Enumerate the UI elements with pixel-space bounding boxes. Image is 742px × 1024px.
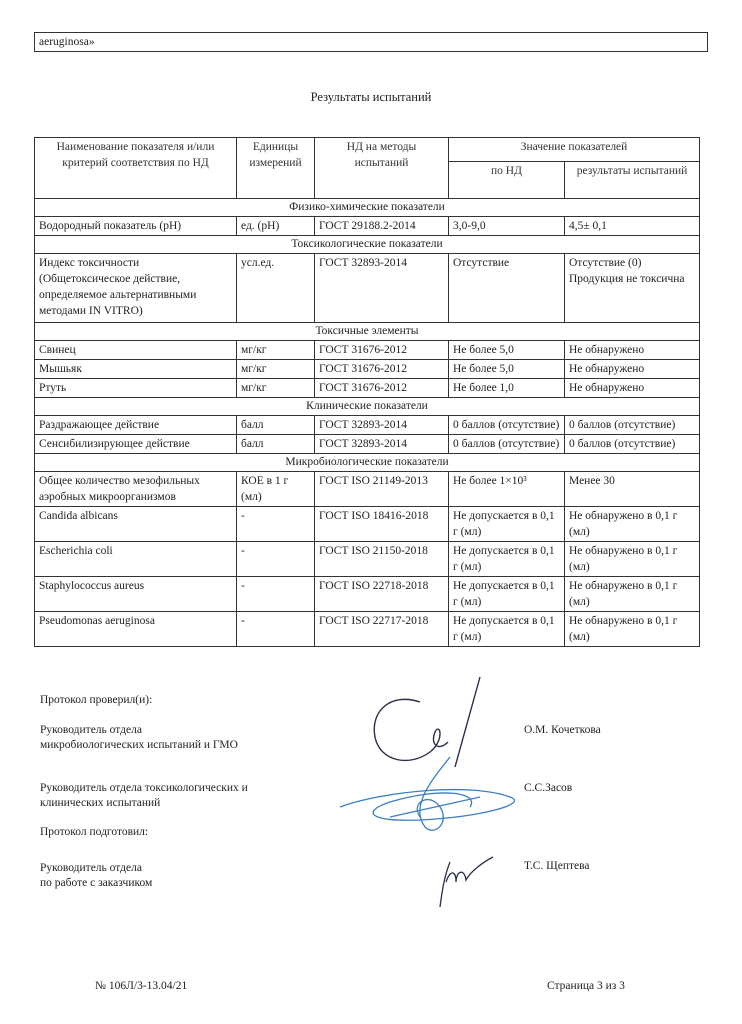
section-title: Токсичные элементы [35, 323, 700, 341]
cell-name: Свинец [35, 341, 237, 360]
cell-units: мг/кг [237, 379, 315, 398]
cell-norm: 0 баллов (отсутствие) [449, 416, 565, 435]
signer3-name: Т.С. Щептева [524, 860, 590, 872]
cell-name: Мышьяк [35, 360, 237, 379]
cell-norm: 3,0-9,0 [449, 217, 565, 236]
cell-name: Staphylococcus aureus [35, 577, 237, 612]
cell-units: КОЕ в 1 г (мл) [237, 472, 315, 507]
cell-units: - [237, 507, 315, 542]
signer2-role-line1: Руководитель отдела токсикологических и [40, 782, 248, 794]
cell-units: - [237, 577, 315, 612]
signer2-role-line2: клинических испытаний [40, 797, 161, 809]
cell-name: Индекс токсичности (Общетоксическое действие, определяемое альтернативными методами IN VITRO) [35, 254, 237, 323]
cell-result: Не обнаружено [565, 360, 700, 379]
signer1-role-line2: микробиологических испытаний и ГМО [40, 739, 238, 751]
prepared-by-label: Протокол подготовил: [40, 826, 149, 838]
cell-units: балл [237, 416, 315, 435]
cell-norm: 0 баллов (отсутствие) [449, 435, 565, 454]
cell-name: Pseudomonas aeruginosa [35, 612, 237, 647]
cell-method: ГОСТ 32893-2014 [315, 435, 449, 454]
header-norm: по НД [449, 162, 565, 199]
page-number: Страница 3 из 3 [547, 980, 625, 992]
header-method: НД на методы испытаний [315, 138, 449, 199]
cell-result: 0 баллов (отсутствие) [565, 416, 700, 435]
cell-norm: Не допускается в 0,1 г (мл) [449, 507, 565, 542]
cell-norm: Не допускается в 0,1 г (мл) [449, 612, 565, 647]
cell-method: ГОСТ 29188.2-2014 [315, 217, 449, 236]
signer2-name: С.С.Засов [524, 782, 573, 794]
cell-result: Менее 30 [565, 472, 700, 507]
cell-norm: Не допускается в 0,1 г (мл) [449, 542, 565, 577]
cell-units: - [237, 612, 315, 647]
cell-method: ГОСТ 31676-2012 [315, 341, 449, 360]
signature-2-icon [330, 752, 530, 842]
cell-name: Водородный показатель (pH) [35, 217, 237, 236]
cell-result: Не обнаружено [565, 379, 700, 398]
header-units: Единицы измерений [237, 138, 315, 199]
cell-method: ГОСТ 32893-2014 [315, 254, 449, 323]
cell-method: ГОСТ ISO 18416-2018 [315, 507, 449, 542]
cell-name: Ртуть [35, 379, 237, 398]
cell-units: ед. (pH) [237, 217, 315, 236]
cell-method: ГОСТ ISO 22717-2018 [315, 612, 449, 647]
cell-method: ГОСТ ISO 22718-2018 [315, 577, 449, 612]
checked-by-label: Протокол проверил(и): [40, 694, 153, 706]
cell-result: 0 баллов (отсутствие) [565, 435, 700, 454]
header-values-group: Значение показателей [449, 138, 700, 162]
cell-method: ГОСТ ISO 21149-2013 [315, 472, 449, 507]
signature-3-icon [428, 852, 498, 912]
cell-result: Не обнаружено [565, 341, 700, 360]
cell-norm: Не более 1,0 [449, 379, 565, 398]
page-title: Результаты испытаний [310, 90, 432, 104]
cell-method: ГОСТ 31676-2012 [315, 379, 449, 398]
cell-units: балл [237, 435, 315, 454]
signer3-role-line2: по работе с заказчиком [40, 877, 153, 889]
signer1-name: О.М. Кочеткова [524, 724, 601, 736]
header-continuation-text: aeruginosa» [39, 36, 95, 48]
cell-method: ГОСТ 32893-2014 [315, 416, 449, 435]
cell-name: Сенсибилизирующее действие [35, 435, 237, 454]
cell-result: 4,5± 0,1 [565, 217, 700, 236]
cell-result: Не обнаружено в 0,1 г (мл) [565, 612, 700, 647]
cell-units: - [237, 542, 315, 577]
cell-result: Не обнаружено в 0,1 г (мл) [565, 542, 700, 577]
cell-norm: Не допускается в 0,1 г (мл) [449, 577, 565, 612]
cell-units: мг/кг [237, 341, 315, 360]
signer1-role-line1: Руководитель отдела [40, 724, 142, 736]
signer1-role [40, 723, 238, 753]
cell-result: Отсутствие (0) Продукция не токсична [565, 254, 700, 323]
section-title: Токсикологические показатели [35, 236, 700, 254]
cell-norm: Не более 1×10³ [449, 472, 565, 507]
cell-method: ГОСТ ISO 21150-2018 [315, 542, 449, 577]
section-title: Клинические показатели [35, 398, 700, 416]
cell-norm: Отсутствие [449, 254, 565, 323]
cell-units: мг/кг [237, 360, 315, 379]
section-title: Физико-химические показатели [35, 199, 700, 217]
cell-name: Раздражающее действие [35, 416, 237, 435]
cell-result: Не обнаружено в 0,1 г (мл) [565, 507, 700, 542]
header-result: результаты испытаний [565, 162, 700, 199]
cell-norm: Не более 5,0 [449, 341, 565, 360]
document-number: № 106Л/3-13.04/21 [95, 980, 188, 992]
cell-norm: Не более 5,0 [449, 360, 565, 379]
cell-name: Общее количество мезофильных аэробных микроорганизмов [35, 472, 237, 507]
signer2-role [40, 781, 248, 811]
signer3-role-line1: Руководитель отдела [40, 862, 142, 874]
cell-units: усл.ед. [237, 254, 315, 323]
cell-method: ГОСТ 31676-2012 [315, 360, 449, 379]
signer3-role [40, 861, 152, 891]
cell-name: Escherichia coli [35, 542, 237, 577]
cell-result: Не обнаружено в 0,1 г (мл) [565, 577, 700, 612]
section-title: Микробиологические показатели [35, 454, 700, 472]
cell-name: Candida albicans [35, 507, 237, 542]
header-name: Наименование показателя и/или критерий соответствия по НД [35, 138, 237, 199]
